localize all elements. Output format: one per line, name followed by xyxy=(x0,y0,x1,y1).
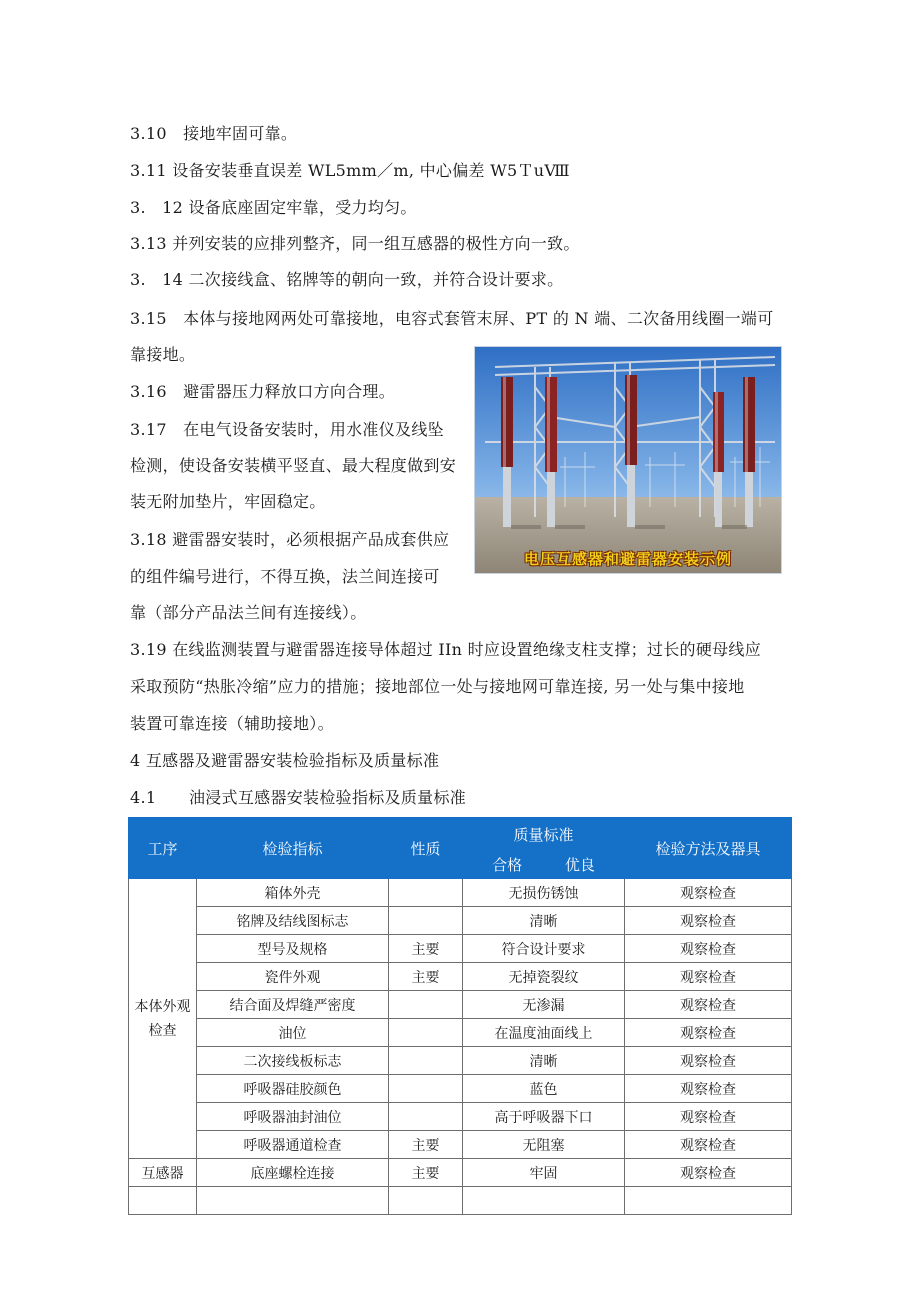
cell-nature xyxy=(389,991,463,1019)
cell-indicator: 型号及规格 xyxy=(197,935,389,963)
cell-method: 观察检查 xyxy=(625,963,792,991)
para-3-15: 3.15 本体与接地网两处可靠接地，电容式套管末屏、PT 的 N 端、二次备用线圈一端可 xyxy=(130,309,774,328)
cell-nature xyxy=(389,1103,463,1131)
para-3-14: 3. 14 二次接线盒、铭牌等的朝向一致，并符合设计要求。 xyxy=(130,270,564,289)
cell-method: 观察检查 xyxy=(625,1075,792,1103)
table-row xyxy=(129,991,792,1019)
para-3-17: 3.17 在电气设备安装时，用水准仪及线坠 xyxy=(130,420,444,439)
section-4-1-heading: 4.1 油浸式互感器安装检验指标及质量标准 xyxy=(130,788,467,807)
header-method: 检验方法及器具 xyxy=(625,818,792,879)
empty-cell xyxy=(389,1187,463,1215)
quality-standard-table xyxy=(128,817,792,1215)
table-row xyxy=(129,1075,792,1103)
table-row xyxy=(129,1131,792,1159)
header-standard-title: 质量标准 xyxy=(513,826,574,844)
cell-nature: 主要 xyxy=(389,935,463,963)
group-body-appearance: 本体外观 检查 xyxy=(129,879,197,1159)
substation-photo xyxy=(474,346,782,574)
table-row xyxy=(129,1187,792,1215)
cell-nature: 主要 xyxy=(389,963,463,991)
photo-caption: 电压互感器和避雷器安装示例 xyxy=(523,550,732,568)
cell-indicator: 呼吸器硅胶颜色 xyxy=(197,1075,389,1103)
cell-nature xyxy=(389,907,463,935)
cell-indicator: 底座螺栓连接 xyxy=(197,1159,389,1187)
table-row xyxy=(129,963,792,991)
group-transformer: 互感器 xyxy=(129,1159,197,1187)
cell-nature xyxy=(389,1047,463,1075)
cell-nature: 主要 xyxy=(389,1131,463,1159)
cell-method: 观察检查 xyxy=(625,907,792,935)
cell-method: 观察检查 xyxy=(625,1019,792,1047)
para-3-15-cont: 靠接地。 xyxy=(130,345,196,364)
cell-indicator: 铭牌及结线图标志 xyxy=(197,907,389,935)
empty-cell xyxy=(129,1187,197,1215)
cell-method: 观察检查 xyxy=(625,879,792,907)
cell-standard: 无掉瓷裂纹 xyxy=(463,963,625,991)
table-row xyxy=(129,1047,792,1075)
header-standard xyxy=(463,818,625,879)
cell-indicator: 油位 xyxy=(197,1019,389,1047)
para-3-12: 3. 12 设备底座固定牢靠，受力均匀。 xyxy=(130,198,417,217)
table-row xyxy=(129,1019,792,1047)
cell-standard: 清晰 xyxy=(463,1047,625,1075)
cell-standard: 符合设计要求 xyxy=(463,935,625,963)
para-3-13: 3.13 并列安装的应排列整齐，同一组互感器的极性方向一致。 xyxy=(130,234,580,253)
cell-indicator: 呼吸器通道检查 xyxy=(197,1131,389,1159)
table-row xyxy=(129,1103,792,1131)
cell-standard: 牢固 xyxy=(463,1159,625,1187)
para-3-17-cont2: 装无附加垫片，牢固稳定。 xyxy=(130,492,326,511)
para-3-18: 3.18 避雷器安装时，必须根据产品成套供应 xyxy=(130,530,450,549)
empty-cell xyxy=(625,1187,792,1215)
cell-indicator: 二次接线板标志 xyxy=(197,1047,389,1075)
para-3-17-cont1: 检测，使设备安装横平竖直、最大程度做到安 xyxy=(130,456,457,475)
table-header-row xyxy=(129,818,792,879)
cell-method: 观察检查 xyxy=(625,1131,792,1159)
cell-indicator: 结合面及焊缝严密度 xyxy=(197,991,389,1019)
table-row xyxy=(129,935,792,963)
para-3-18-cont2: 靠（部分产品法兰间有连接线）。 xyxy=(130,603,367,622)
header-process: 工序 xyxy=(129,818,197,879)
para-3-10: 3.10 接地牢固可靠。 xyxy=(130,124,298,143)
substation-illustration xyxy=(475,347,781,573)
cell-standard: 高于呼吸器下口 xyxy=(463,1103,625,1131)
cell-nature xyxy=(389,1075,463,1103)
table-row xyxy=(129,1159,792,1187)
para-3-18-cont1: 的组件编号进行，不得互换，法兰间连接可 xyxy=(130,567,440,586)
cell-standard: 蓝色 xyxy=(463,1075,625,1103)
empty-cell xyxy=(463,1187,625,1215)
cell-standard: 清晰 xyxy=(463,907,625,935)
cell-method: 观察检查 xyxy=(625,1047,792,1075)
para-3-11: 3.11 设备安装垂直误差 WL5mm／m, 中心偏差 W5ＴuⅧ xyxy=(130,161,570,180)
cell-nature: 主要 xyxy=(389,1159,463,1187)
cell-nature xyxy=(389,1019,463,1047)
section-4-heading: 4 互感器及避雷器安装检验指标及质量标准 xyxy=(130,751,440,770)
cell-standard: 在温度油面线上 xyxy=(463,1019,625,1047)
empty-cell xyxy=(197,1187,389,1215)
cell-method: 观察检查 xyxy=(625,1103,792,1131)
table-row xyxy=(129,879,792,907)
cell-indicator: 瓷件外观 xyxy=(197,963,389,991)
cell-standard: 无阻塞 xyxy=(463,1131,625,1159)
header-nature: 性质 xyxy=(389,818,463,879)
cell-indicator: 呼吸器油封油位 xyxy=(197,1103,389,1131)
cell-method: 观察检查 xyxy=(625,935,792,963)
cell-method: 观察检查 xyxy=(625,991,792,1019)
cell-nature xyxy=(389,879,463,907)
para-3-19-cont2: 装置可靠连接（辅助接地）。 xyxy=(130,714,334,733)
header-qualified: 合格 xyxy=(492,856,523,874)
para-3-19-cont1: 采取预防“热胀冷缩”应力的措施；接地部位一处与接地网可靠连接, 另一处与集中接地 xyxy=(130,677,745,696)
header-excellent: 优良 xyxy=(564,856,595,874)
header-indicator: 检验指标 xyxy=(197,818,389,879)
cell-standard: 无损伤锈蚀 xyxy=(463,879,625,907)
cell-method: 观察检查 xyxy=(625,1159,792,1187)
para-3-19: 3.19 在线监测装置与避雷器连接导体超过 IIn 时应设置绝缘支柱支撑；过长的硬母线应 xyxy=(130,640,762,659)
cell-indicator: 箱体外壳 xyxy=(197,879,389,907)
table-row xyxy=(129,907,792,935)
para-3-16: 3.16 避雷器压力释放口方向合理。 xyxy=(130,382,396,401)
cell-standard: 无渗漏 xyxy=(463,991,625,1019)
